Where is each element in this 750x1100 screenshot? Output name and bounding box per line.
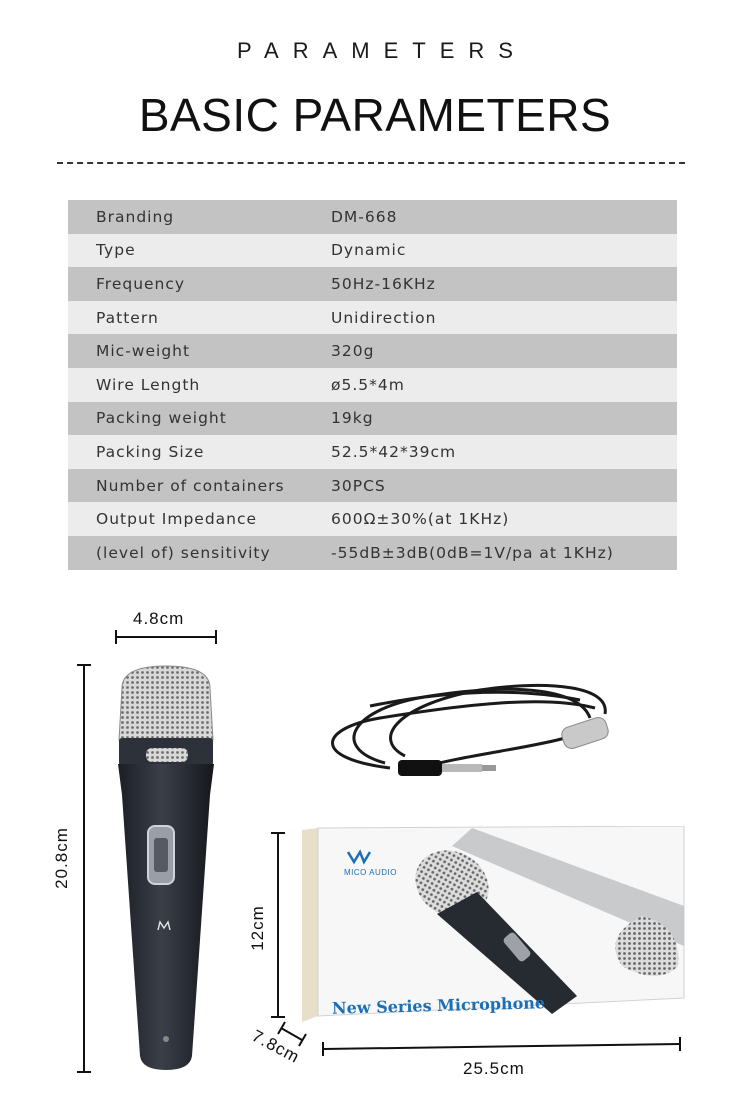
spec-key: Packing Size: [96, 442, 205, 461]
box-length-label: 25.5cm: [463, 1059, 525, 1078]
spec-value: Dynamic: [331, 241, 407, 260]
mic-height-label: 20.8cm: [52, 827, 71, 889]
page-title: BASIC PARAMETERS: [138, 89, 612, 141]
spec-key: Packing weight: [96, 409, 227, 428]
box-brand-text: MICO AUDIO: [344, 868, 398, 877]
box-height-label: 12cm: [248, 905, 267, 951]
spec-value: Unidirection: [331, 308, 437, 327]
spec-value: 50Hz-16KHz: [331, 274, 436, 293]
spec-key: Number of containers: [96, 476, 285, 495]
spec-key: Branding: [96, 207, 175, 226]
mic-width-label: 4.8cm: [133, 609, 185, 628]
spec-key: Wire Length: [96, 375, 201, 394]
spec-value: ø5.5*4m: [331, 375, 405, 394]
spec-value: 30PCS: [331, 476, 386, 495]
box-depth-label: 7.8cm: [248, 1026, 303, 1067]
cable-image: [310, 668, 650, 788]
spec-key: Frequency: [96, 274, 186, 293]
spec-key: (level of) sensitivity: [96, 543, 271, 562]
spec-value: 600Ω±30%(at 1KHz): [331, 510, 510, 529]
box-slogan-text: New Series Microphone: [331, 993, 546, 1018]
spec-key: Output Impedance: [96, 510, 258, 529]
spec-key: Mic-weight: [96, 342, 191, 361]
spec-value: 320g: [331, 342, 375, 361]
spec-key: Pattern: [96, 308, 159, 327]
spec-value: 19kg: [331, 409, 374, 428]
spec-key: Type: [96, 241, 136, 260]
spec-value: -55dB±3dB(0dB=1V/pa at 1KHz): [331, 543, 614, 562]
spec-value: DM-668: [331, 207, 398, 226]
section-kicker: PARAMETERS: [237, 38, 527, 63]
spec-value: 52.5*42*39cm: [331, 442, 457, 461]
microphone-image: [110, 660, 230, 1080]
